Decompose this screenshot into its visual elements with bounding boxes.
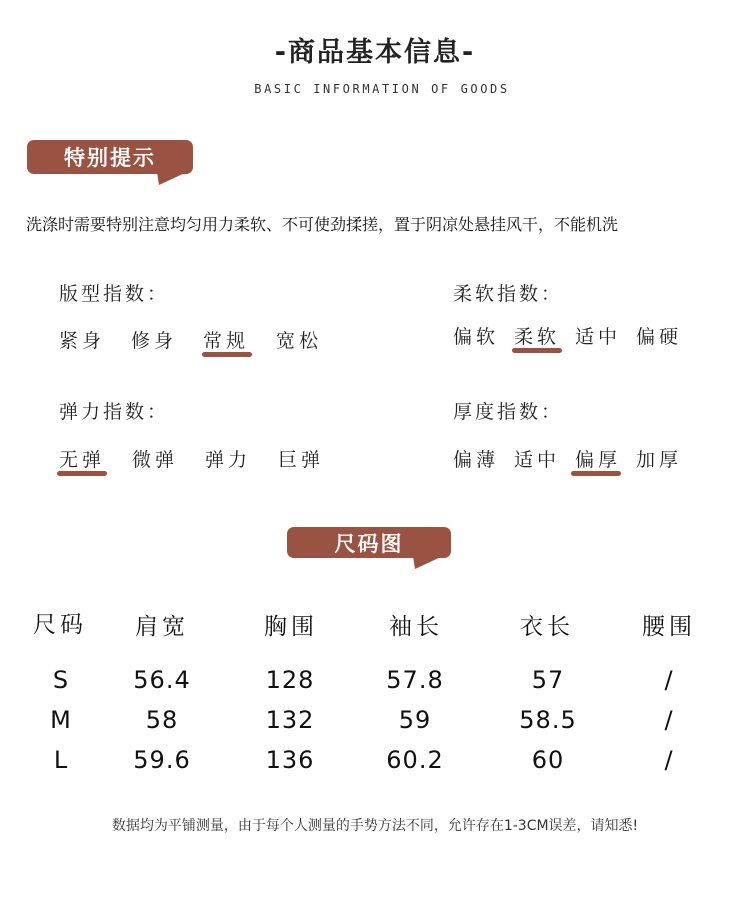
- fit-selected-marker: [202, 352, 252, 357]
- special-notice-tag: [27, 140, 193, 174]
- size-chart-tag-label: 尺码图: [334, 531, 404, 556]
- thickness-option-extra-thick: 加厚: [636, 449, 683, 471]
- column-header-size: 尺码: [33, 612, 87, 638]
- fit-option-loose: 宽松: [276, 330, 323, 352]
- chest-cell: 132: [265, 706, 315, 734]
- thickness-index-label: 厚度指数：: [453, 401, 564, 423]
- size-cell: S: [52, 666, 70, 694]
- elasticity-option-stretch: 弹力: [205, 449, 252, 471]
- fit-index-label: 版型指数：: [59, 283, 170, 305]
- thickness-selected-marker: [571, 471, 621, 476]
- special-notice-text: 洗涤时需要特别注意均匀用力柔软、不可使劲揉搓，置于阴凉处悬挂风干，不能机洗: [26, 215, 619, 234]
- waist-cell: /: [664, 706, 674, 734]
- elasticity-option-slight: 微弹: [132, 449, 179, 471]
- shoulder-cell: 56.4: [133, 666, 191, 694]
- chest-cell: 136: [265, 746, 315, 774]
- elasticity-index-label: 弹力指数：: [59, 401, 170, 423]
- sleeve-cell: 59: [398, 706, 432, 734]
- size-cell: M: [50, 706, 72, 734]
- column-header-chest: 胸围: [264, 614, 318, 640]
- size-chart-tag: [287, 527, 451, 558]
- chest-cell: 128: [265, 666, 315, 694]
- softness-option-hard: 偏硬: [636, 326, 683, 348]
- fit-option-slim: 修身: [131, 330, 178, 352]
- fit-option-regular: 常规: [203, 330, 250, 352]
- waist-cell: /: [664, 746, 674, 774]
- elasticity-option-high: 巨弹: [278, 449, 325, 471]
- special-notice-tag-label: 特别提示: [64, 146, 156, 170]
- column-header-sleeve: 袖长: [389, 614, 443, 640]
- elasticity-option-none: 无弹: [59, 449, 106, 471]
- column-header-length: 衣长: [520, 614, 574, 640]
- measurement-footnote: 数据均为平铺测量，由于每个人测量的手势方法不同，允许存在1-3CM误差，请知悉!: [111, 818, 639, 834]
- thickness-option-thick: 偏厚: [575, 449, 622, 471]
- fit-option-tight: 紧身: [59, 330, 106, 352]
- elasticity-selected-marker: [57, 471, 107, 476]
- size-cell: L: [53, 746, 69, 774]
- thickness-option-thin: 偏薄: [453, 449, 500, 471]
- speech-tail-icon: [157, 172, 187, 186]
- length-cell: 58.5: [519, 706, 577, 734]
- sleeve-cell: 57.8: [386, 666, 444, 694]
- length-cell: 57: [531, 666, 565, 694]
- sleeve-cell: 60.2: [386, 746, 444, 774]
- page-title: -商品基本信息-: [274, 37, 476, 68]
- softness-option-soft: 偏软: [453, 326, 500, 348]
- shoulder-cell: 59.6: [133, 746, 191, 774]
- softness-option-medium: 适中: [575, 326, 622, 348]
- speech-tail-icon: [413, 556, 443, 570]
- waist-cell: /: [664, 666, 674, 694]
- softness-selected-marker: [512, 348, 562, 353]
- length-cell: 60: [531, 746, 565, 774]
- shoulder-cell: 58: [145, 706, 179, 734]
- softness-index-label: 柔软指数：: [453, 283, 564, 305]
- softness-option-very-soft: 柔软: [514, 326, 561, 348]
- page-subtitle: BASIC INFORMATION OF GOODS: [254, 82, 510, 96]
- column-header-shoulder: 肩宽: [135, 614, 189, 640]
- thickness-option-medium: 适中: [514, 449, 561, 471]
- column-header-waist: 腰围: [642, 614, 696, 640]
